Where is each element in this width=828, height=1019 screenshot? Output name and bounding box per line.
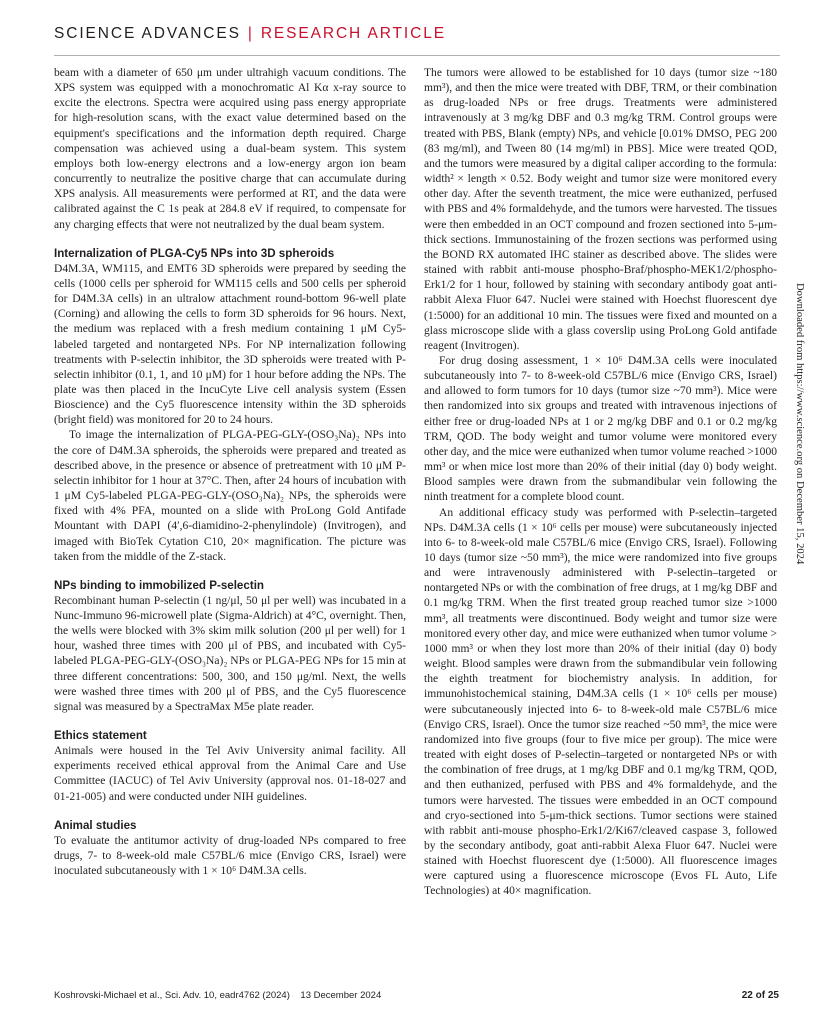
page-footer: [54, 990, 779, 1001]
paragraph-binding: Recombinant human P-selectin (1 ng/μl, 50 μl per well) was incubated in a Nunc-Immuno 96-microwell plate (Sigma-Aldrich) at 4°C, overnight. Then, the wells were blocked with 3% skim milk solution (200 μl per well) for 1 hour, washed three times with 200 μl of PBS, and incubated with Cy5-labeled PLGA-PEG-GLY-(OSO₃Na)₂ NPs or PLGA-PEG NPs for 15 min at three different concentrations: 500, 300, and 150 μg/ml. Next, the wells were washed three times with 200 μl of PBS, and the Cy5 fluorescence signal was measured by a SpectraMax M5e plate reader.: [54, 594, 407, 713]
paragraph-internalization-1: D4M.3A, WM115, and EMT6 3D spheroids were prepared by seeding the cells (1000 cells per spheroid for WM115 cells and 500 cells per spheroid for D4M.3A cells) in an ultralow attachment round-bottom 96-well plate (Corning) and allowing the cells to form 3D spheroids for 96 hours. Next, the medium was replaced with a fresh medium containing 1 μM Cy5-labeled targeted and nontargeted NPs. For NP internalization following treatments with P-selectin inhibitor, the 3D spheroids were treated with P-selectin inhibitor (0.1, 1, and 10 μM) for 1 hour before adding the NPs. The plate was then placed in the IncuCyte Live cell analysis system (Essen Bioscience) and the Cy5 fluorescence intensity within the 3D spheroids (bright field) was monitored for 20 to 24 hours.: [54, 262, 406, 427]
page-number: 22 of 25: [741, 990, 779, 1001]
section-heading-ethics: Ethics statement: [54, 729, 147, 743]
paragraph-drug-dosing: For drug dosing assessment, 1 × 10⁶ D4M.3A cells were inoculated subcutaneously into 7- to 8-week-old C57BL/6 mice (Envigo CRS, Israel) and allowed to form tumors for 10 days (tumor size ~70 mm³). Mice were then randomized into six groups and treated with intravenous injections of either free or drug-loaded NPs at 1 or 2 mg/kg DBF and 0.1 or 0.2 mg/kg TRM, QOD. The body weight and tumor volume were monitored every other day, and the mice were euthanized when tumor volume reached >1000 mm³ or when mice lost more than 20% of their initial (day 0) body weight. Blood samples were drawn from the submandibular vein following the ninth treatment for a complete blood count.: [424, 354, 777, 504]
journal-header: [54, 25, 446, 43]
header-separator: |: [247, 25, 254, 42]
journal-name: SCIENCE ADVANCES: [54, 25, 241, 42]
section-heading-animal-studies: Animal studies: [54, 818, 137, 832]
left-column: [54, 66, 406, 879]
download-watermark: Downloaded from https://www.science.org on December 15, 2024: [794, 283, 805, 565]
citation: Koshrovski-Michael et al., Sci. Adv. 10, eadr4762 (2024) 13 December 2024: [54, 990, 382, 1001]
paragraph-animal-studies: To evaluate the antitumor activity of drug-loaded NPs compared to free drugs, 7- to 8-week-old male C57BL/6 mice (Envigo CRS, Israel) were inoculated subcutaneously with 1 × 10⁶ D4M.3A cells.: [54, 834, 406, 878]
paragraph-xps: beam with a diameter of 650 μm under ultrahigh vacuum conditions. The XPS system was equipped with a monochromatic Al Kα x-ray source to excite the electrons. Spectra were acquired using pass energy appropriate for high-resolution scans, with the exact value determined based on the equipment's specifications and the information depth required. Charge compensation was achieved using a dual-beam system. This system employs both low-energy electrons and a low-energy argon ion beam concurrently to neutralize the positive charge that can accumulate during XPS analysis. All measurements were performed at RT, and the data were calibrated against the C 1s peak at 284.8 eV if required, to compensate for any charging effects that were not neutralized by the dual beam system.: [54, 67, 406, 231]
header-rule: [54, 55, 780, 56]
section-heading-internalization: Internalization of PLGA-Cy5 NPs into 3D spheroids: [54, 246, 335, 260]
right-column: [424, 66, 777, 900]
article-type: RESEARCH ARTICLE: [260, 25, 446, 42]
paragraph-ethics: Animals were housed in the Tel Aviv University animal facility. All experiments received ethical approval from the Animal Care and Use Committee (IACUC) of Tel Aviv University (approval nos. 01-18-027 and 01-21-005) and were conducted under NIH guidelines.: [54, 745, 406, 803]
section-heading-binding: NPs binding to immobilized P-selectin: [54, 578, 264, 592]
paragraph-internalization-2: To image the internalization of PLGA-PEG-GLY-(OSO₃Na)₂ NPs into the core of D4M.3A spheroids, the spheroids were prepared and treated as described above, in the presence or absence of pretreatment with 10 μM P-selectin inhibitor for 1 hour at 37°C. Then, after 24 hours of incubation with 1 μM Cy5-labeled PLGA-PEG-GLY-(OSO₃Na)₂ NPs, the spheroids were fixed with 4% PFA, mounted on a slide with ProLong Gold Antifade Mountant with DAPI (4′,6-diamidino-2-phenylindole) (Invitrogen), and imaged with BioTek Cytation C10, 20× magnification. The picture was taken from the middle of the Z-stack.: [54, 429, 406, 563]
paragraph-tumor-treatment: The tumors were allowed to be established for 10 days (tumor size ~180 mm³), and then the mice were treated with DBF, TRM, or their combination as drug-loaded NPs or free drugs. Treatments were administered intravenously at 3 mg/kg DBF and 0.3 mg/kg TRM. Control groups were treated with PBS, Blank (empty) NPs, and vehicle [0.01% DMSO, PEG 200 (83 mg/ml), and Tween 80 (14 mg/ml) in PBS]. Mice were treated QOD, and the tumors were measured by a digital caliper according to the formula: width² × length × 0.52. Body weight and tumor size were monitored every other day. After the seventh treatment, the mice were euthanized, perfused with PBS and 4% formaldehyde, and the tumors were harvested. The tissues were then embedded in an OCT compound and frozen sectioned into 5-μm-thick sections. Immunostaining of the frozen sections was performed using the BOND RX automated IHC stainer as described above. The slides were stained with rabbit anti-mouse phospho-Braf/phospho-MEK1/2/phospho-Erk1/2 for 1 hour, followed by staining with secondary antibody goat anti-rabbit Alexa Fluor 647. Nuclei were stained with Hoechst fluorescent dye (1:5000) for an additional 10 min. The tissues were fixed and mounted on a glass microscope slide with a glass coverslip using ProLong Gold antifade reagent (Invitrogen).: [424, 67, 777, 352]
paragraph-efficacy-study: An additional efficacy study was performed with P-selectin–targeted NPs. D4M.3A cells (1 × 10⁶ cells per mouse) were subcutaneously injected into 6- to 8-week-old male C57BL/6 mice (Envigo CRS, Israel). Following 10 days (tumor size ~50 mm³), the mice were randomized into five groups and were intravenously administered with P-selectin–targeted or nontargeted NPs or with the combination of free drugs, at 1 mg/kg DBF and 0.1 mg/kg TRM. When the first treated group reached tumor size >1000 mm³, all treatments were discontinued. Body weight and tumor size were monitored every other day, and mice were euthanized when tumor volume > 1000 mm³ or when they lost more than 20% of their initial (day 0) body weight. Blood samples were drawn from the submandibular vein following the eighth treatment for biochemistry analysis. In addition, for immunohistochemical staining, D4M.3A cells (1 × 10⁶ cells per mouse) were subcutaneously injected into 6- to 8-week-old male C57BL/6 mice (Envigo CRS, Israel). Once the tumor size reached ~50 mm³, the mice were randomized into five groups (four to five mice per group). The mice were treated with eight doses of P-selectin–targeted or nontargeted NPs or with the combination of free drugs, at 1 mg/kg DBF and 0.1 mg/kg TRM, QOD, and then euthanized, perfused with PBS and 4% formaldehyde, and the tumors were harvested. The tissues were embedded in an OCT compound and cryo-sectioned into 5-μm-thick sections. Tumor sections were stained with rabbit anti-mouse phospho-Erk1/2/Ki67/cleaved caspase 3, followed by the secondary antibody, goat anti-rabbit Alexa Fluor 647. Nuclei were stained with Hoechst fluorescent dye (1:5000). All fluorescence images were captured using a fluorescence microscope (Evos FL Auto, Life Technologies) at 40× magnification.: [424, 506, 777, 898]
